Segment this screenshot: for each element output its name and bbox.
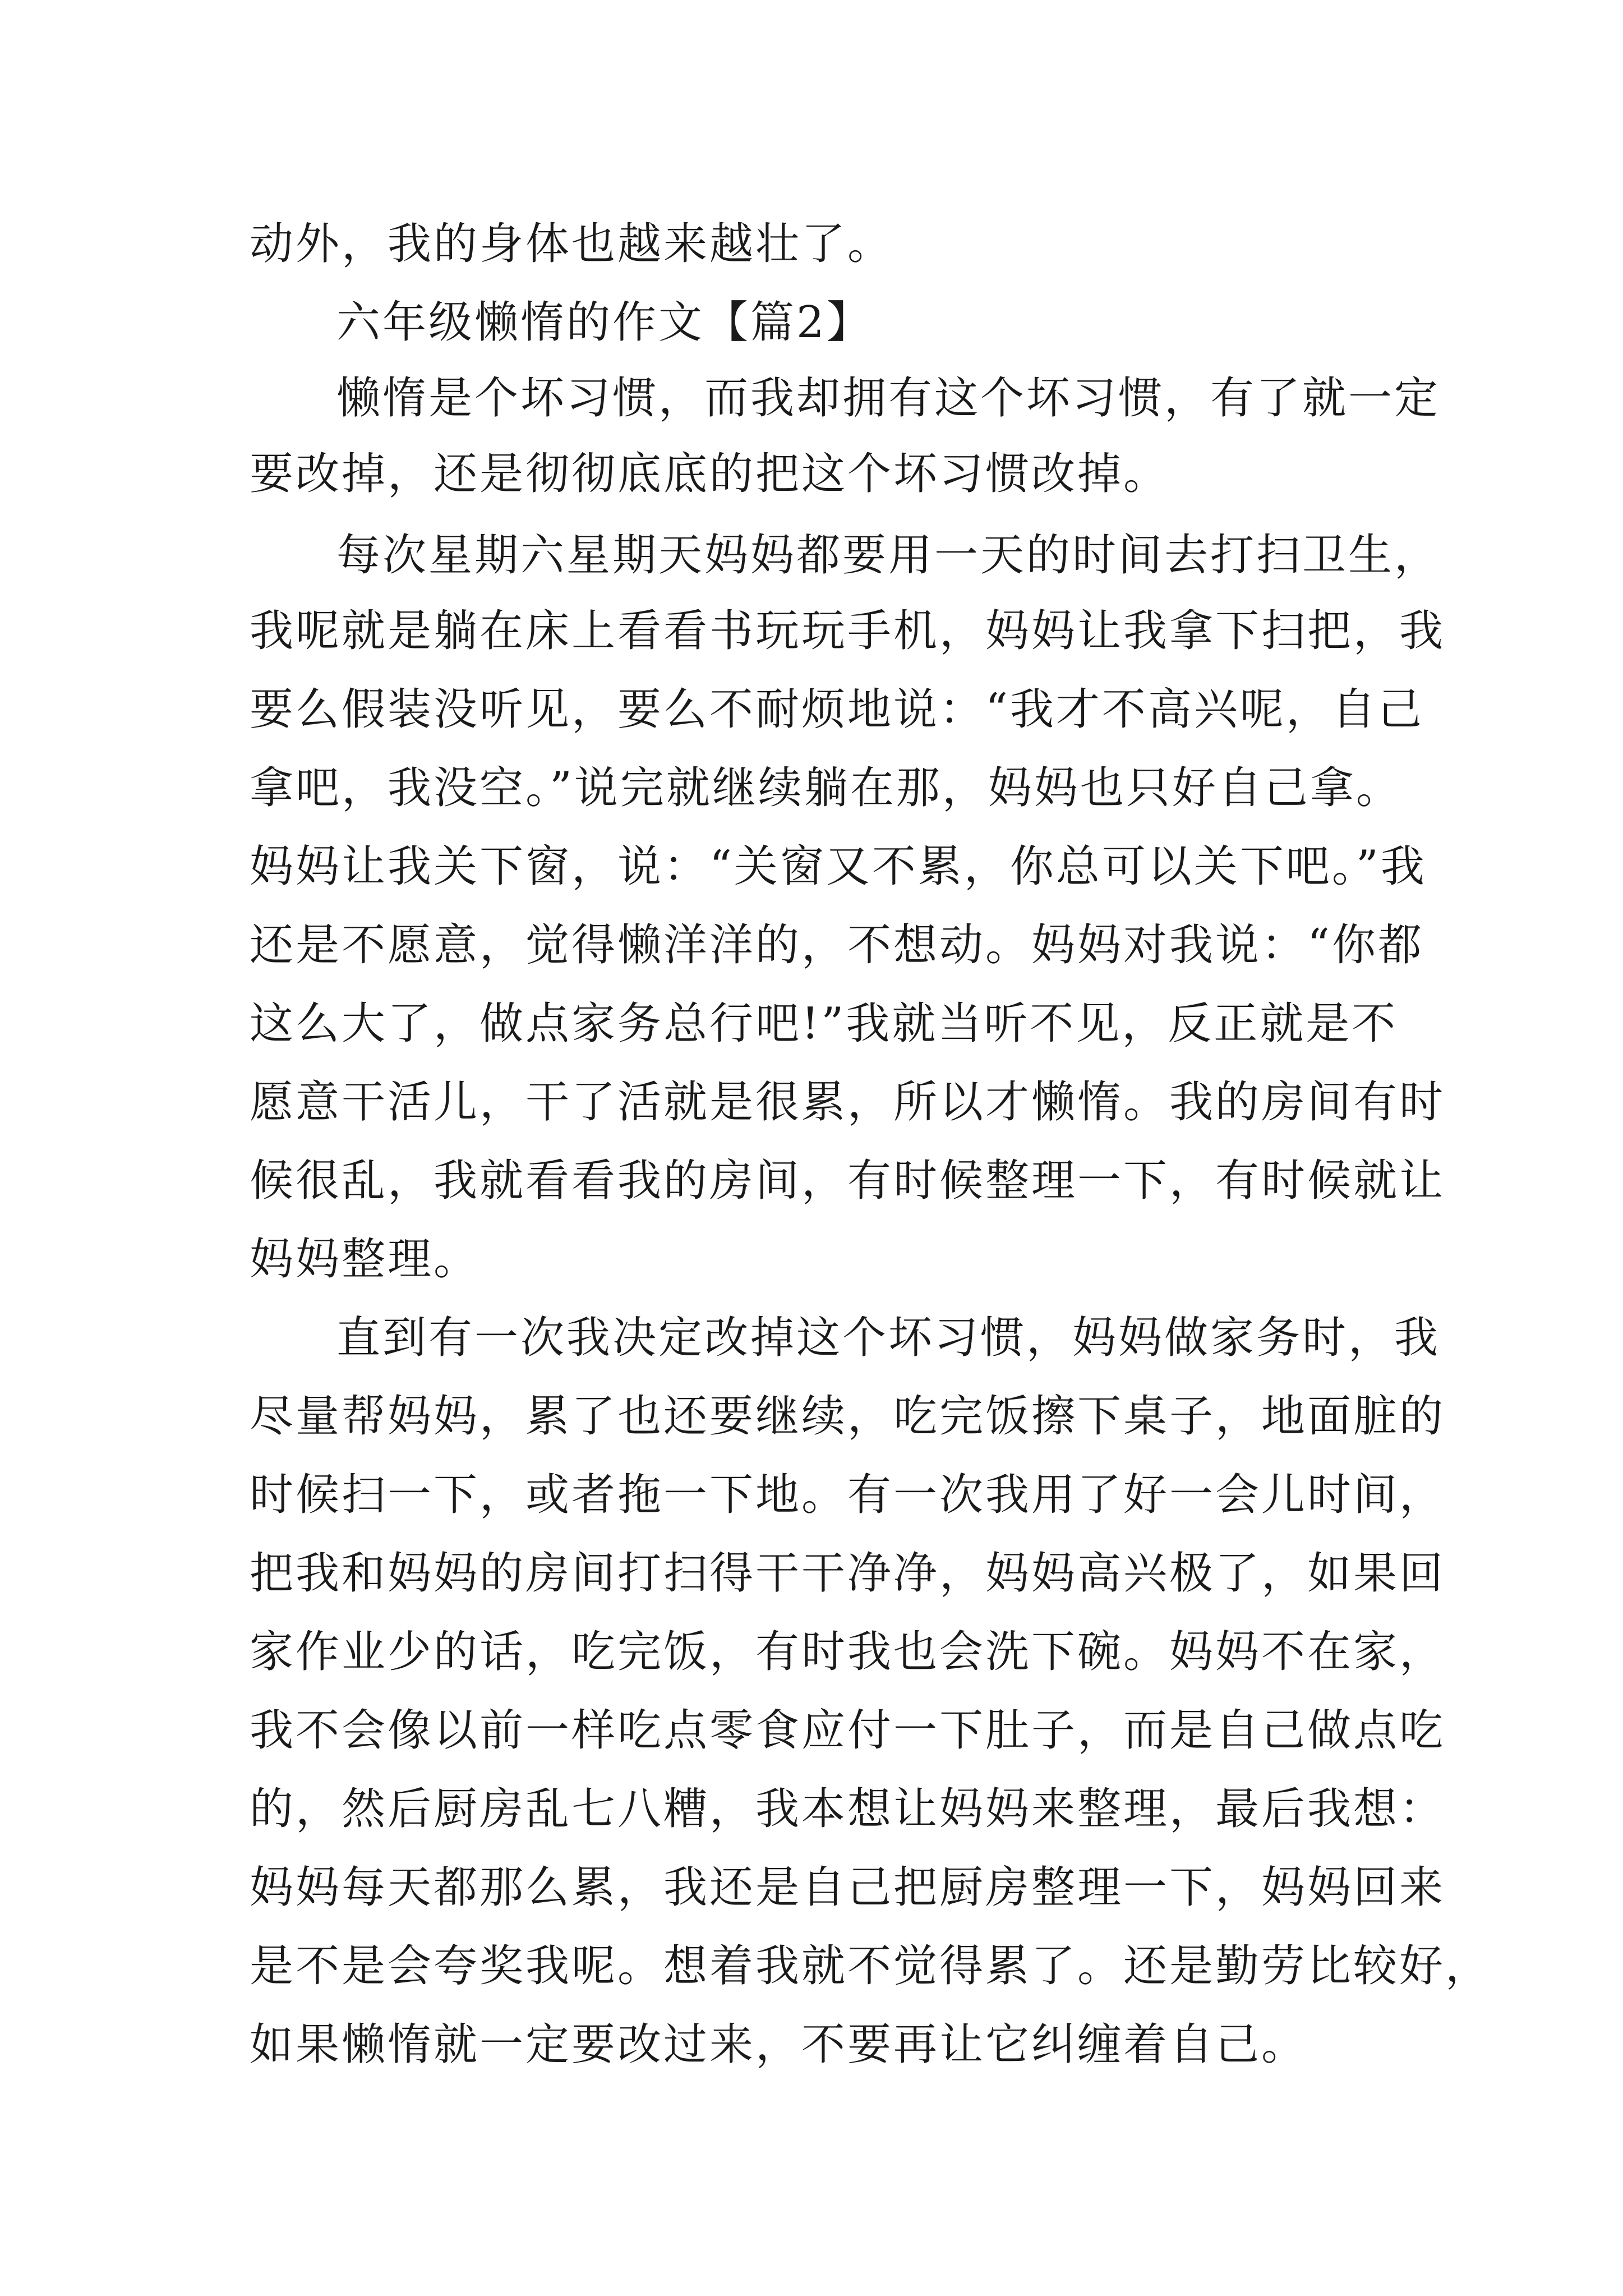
text-line: 直到有一次我决定改掉这个坏习惯，妈妈做家务时，我 [336, 1313, 1441, 1363]
text-line: 愿意干活儿，干了活就是很累，所以才懒惰。我的房间有时 [250, 1077, 1446, 1128]
text-line: 每次星期六星期天妈妈都要用一天的时间去打扫卫生， [336, 530, 1441, 581]
text-line: 妈妈每天都那么累，我还是自己把厨房整理一下，妈妈回来 [250, 1862, 1446, 1913]
text-line: 时候扫一下，或者拖一下地。有一次我用了好一会儿时间， [250, 1470, 1446, 1520]
text-line: 我呢就是躺在床上看看书玩玩手机，妈妈让我拿下扫把，我 [250, 606, 1446, 656]
text-line: 要么假装没听见，要么不耐烦地说：“我才不高兴呢，自己 [250, 684, 1424, 735]
text-line: 的，然后厨房乱七八糟，我本想让妈妈来整理，最后我想： [250, 1784, 1446, 1834]
text-line: 是不是会夸奖我呢。想着我就不觉得累了。还是勤劳比较好， [250, 1941, 1492, 1991]
text-line: 拿吧，我没空。”说完就继续躺在那，妈妈也只好自己拿。 [250, 763, 1402, 813]
text-line: 如果懒惰就一定要改过来，不要再让它纠缠着自己。 [250, 2019, 1308, 2070]
text-line: 这么大了，做点家务总行吧!”我就当听不见，反正就是不 [250, 999, 1398, 1049]
text-line: 动外，我的身体也越来越壮了。 [250, 219, 894, 269]
text-line: 尽量帮妈妈，累了也还要继续，吃完饭擦下桌子，地面脏的 [250, 1391, 1446, 1442]
text-line: 妈妈让我关下窗，说：“关窗又不累，你总可以关下吧。”我 [250, 841, 1427, 892]
text-line: 妈妈整理。 [250, 1234, 480, 1285]
text-line: 把我和妈妈的房间打扫得干干净净，妈妈高兴极了，如果回 [250, 1548, 1446, 1599]
text-line: 候很乱，我就看看我的房间，有时候整理一下，有时候就让 [250, 1156, 1446, 1206]
text-line: 我不会像以前一样吃点零食应付一下肚子，而是自己做点吃 [250, 1705, 1446, 1756]
text-line: 家作业少的话，吃完饭，有时我也会洗下碗。妈妈不在家， [250, 1627, 1446, 1677]
text-line: 懒惰是个坏习惯，而我却拥有这个坏习惯，有了就一定 [336, 373, 1441, 424]
section-heading: 六年级懒惰的作文【篇2】 [336, 297, 873, 348]
text-line: 还是不愿意，觉得懒洋洋的，不想动。妈妈对我说：“你都 [250, 920, 1424, 970]
text-line: 要改掉，还是彻彻底底的把这个坏习惯改掉。 [250, 449, 1170, 499]
